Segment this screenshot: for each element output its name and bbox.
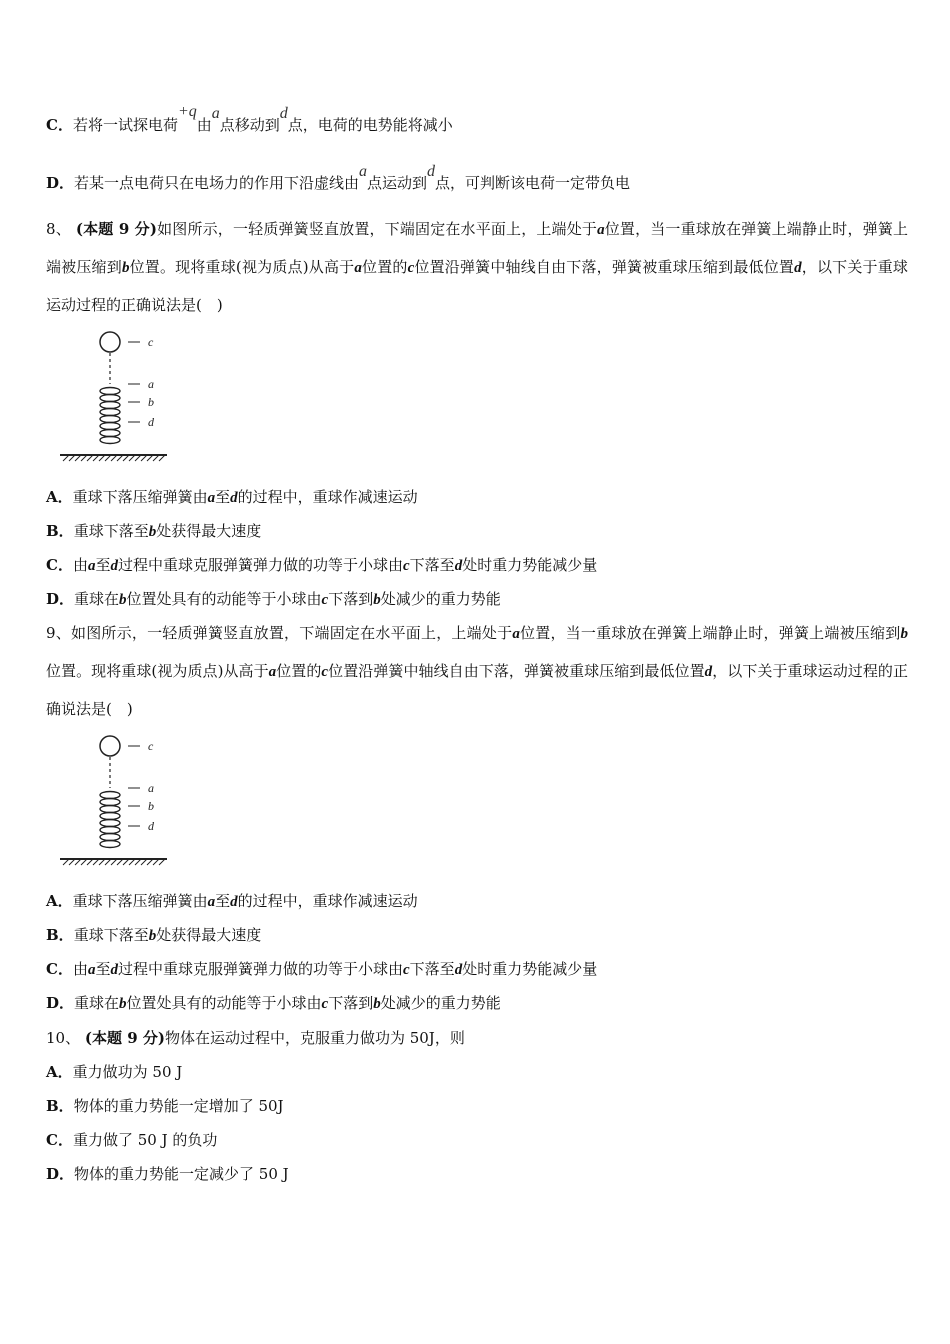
q8-option-a: A．重球下落压缩弹簧由a至d的过程中，重球作减速运动 <box>46 488 418 506</box>
charge-symbol: +q <box>177 103 197 120</box>
spring-coils <box>100 388 120 444</box>
question-number: 8、 <box>46 220 71 238</box>
option-label: C． <box>46 116 73 134</box>
question-number: 9、 <box>46 624 71 642</box>
spring-coils <box>100 792 120 848</box>
q10-option-b: B．物体的重力势能一定增加了 50J <box>46 1097 284 1115</box>
label-c: c <box>148 739 154 753</box>
spring-diagram <box>55 732 175 872</box>
q9-option-a: A．重球下落压缩弹簧由a至d的过程中，重球作减速运动 <box>46 892 418 910</box>
option-label: D． <box>46 174 75 192</box>
spring-diagram <box>55 328 175 468</box>
label-a: a <box>148 377 154 391</box>
q9-option-b: B．重球下落至b处获得最大速度 <box>46 926 262 944</box>
q8-option-d: D．重球在b位置处具有的动能等于小球由c下落到b处减少的重力势能 <box>46 590 501 608</box>
q9-option-c: C．由a至d过程中重球克服弹簧弹力做的功等于小球由c下落至d处时重力势能减少量 <box>46 960 598 978</box>
label-c: c <box>148 335 154 349</box>
q8-option-c: C．由a至d过程中重球克服弹簧弹力做的功等于小球由c下落至d处时重力势能减少量 <box>46 556 598 574</box>
q10-stem: 10、 (本题 9 分)物体在运动过程中，克服重力做功为 50J，则 <box>46 1029 465 1047</box>
question-number: 10、 <box>46 1029 81 1047</box>
label-a: a <box>148 781 154 795</box>
label-b: b <box>148 395 154 409</box>
q9-stem: 9、如图所示，一轻质弹簧竖直放置，下端固定在水平面上，上端处于a位置，当一重球放在弹簧上端静止时，弹簧上端被压缩到b位置。现将重球(视为质点)从高于a位置的c位置沿弹簧中轴线自由下落，弹簧被重球压缩到最低位置d，以下关于重球运动过程的正确说法是( ) <box>46 624 908 718</box>
q9-option-d: D．重球在b位置处具有的动能等于小球由c下落到b处减少的重力势能 <box>46 994 501 1012</box>
q10-option-d: D．物体的重力势能一定减少了 50 J <box>46 1165 289 1183</box>
q10-option-c: C．重力做了 50 J 的负功 <box>46 1131 218 1149</box>
label-d: d <box>148 415 154 429</box>
q8-stem: 8、 (本题 9 分)如图所示，一轻质弹簧竖直放置，下端固定在水平面上，上端处于a位置，当一重球放在弹簧上端静止时，弹簧上端被压缩到b位置。现将重球(视为质点)从高于a位置的c位置沿弹簧中轴线自由下落，弹簧被重球压缩到最低位置d，以下关于重球运动过程的正确说法是( ) <box>46 220 908 314</box>
ball <box>100 736 120 756</box>
ball <box>100 332 120 352</box>
label-b: b <box>148 799 154 813</box>
q10-option-a: A．重力做功为 50 J <box>46 1063 183 1081</box>
q7-option-c: C．若将一试探电荷+q由a点移动到d点，电荷的电势能将减小 <box>46 103 453 134</box>
q7-option-d: D．若某一点电荷只在电场力的作用下沿虚线由a点运动到d点，可判断该电荷一定带负电 <box>46 163 631 192</box>
label-d: d <box>148 819 154 833</box>
q8-option-b: B．重球下落至b处获得最大速度 <box>46 522 262 540</box>
